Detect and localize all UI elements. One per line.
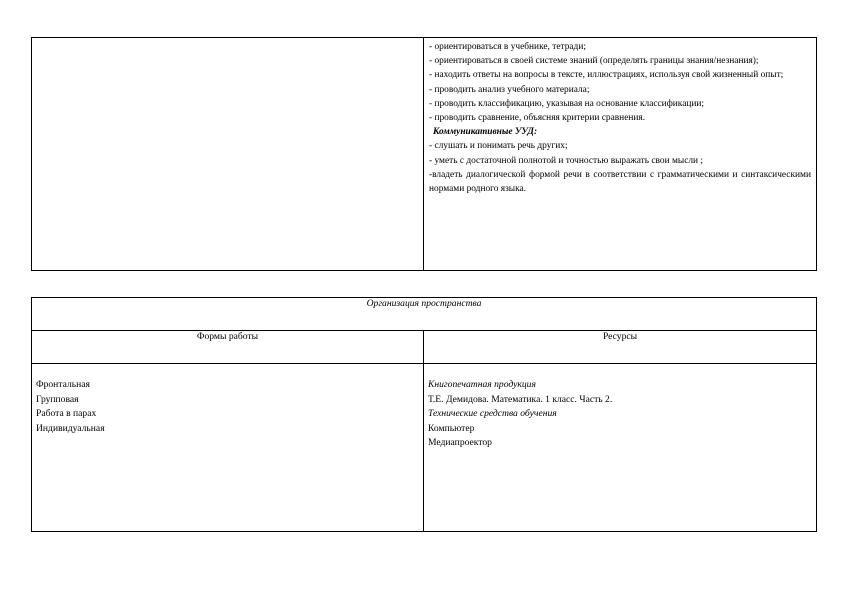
space-title: Организация пространства (32, 298, 817, 331)
forms-header: Формы работы (32, 331, 424, 364)
empty-left-cell (32, 38, 424, 271)
space-table (31, 297, 817, 532)
form-item: Групповая (36, 393, 79, 405)
communicative-heading: Коммуникативные УУД: (433, 127, 538, 138)
print-item: Т.Е. Демидова. Математика. 1 класс. Часть 2. (428, 393, 613, 405)
form-item: Работа в парах (36, 408, 97, 420)
form-item: Индивидуальная (36, 422, 105, 434)
tech-heading: Технические средства обучения (428, 408, 557, 420)
communicative-line: - слушать и понимать речь других; (429, 141, 568, 152)
uud-table (31, 37, 817, 271)
forms-cell (32, 364, 424, 532)
tech-item: Компьютер (428, 422, 475, 434)
resources-header: Ресурсы (424, 331, 817, 364)
uud-line: - проводить анализ учебного материала; (429, 84, 590, 95)
resources-cell (424, 364, 817, 532)
communicative-line: - уметь с достаточной полнотой и точностью выражать свои мысли ; (429, 155, 703, 166)
uud-cell (424, 38, 817, 271)
tech-item: Медиапроектор (428, 437, 492, 449)
print-heading: Книгопечатная продукция (428, 379, 536, 390)
communicative-line: -владеть диалогической формой речи в соответствии с грамматическими и синтаксическими нормами родного языка. (429, 169, 811, 195)
uud-line: - ориентироваться в своей системе знаний (определять границы знания/незнания); (429, 56, 759, 67)
uud-line: - ориентироваться в учебнике, тетради; (429, 42, 586, 52)
uud-line: - проводить сравнение, объясняя критерии сравнения. (429, 113, 646, 124)
uud-line: - проводить классификацию, указывая на основание классификации; (429, 98, 705, 109)
uud-line: - находить ответы на вопросы в тексте, иллюстрациях, используя свой жизненный опыт; (429, 70, 784, 81)
form-item: Фронтальная (36, 379, 90, 390)
